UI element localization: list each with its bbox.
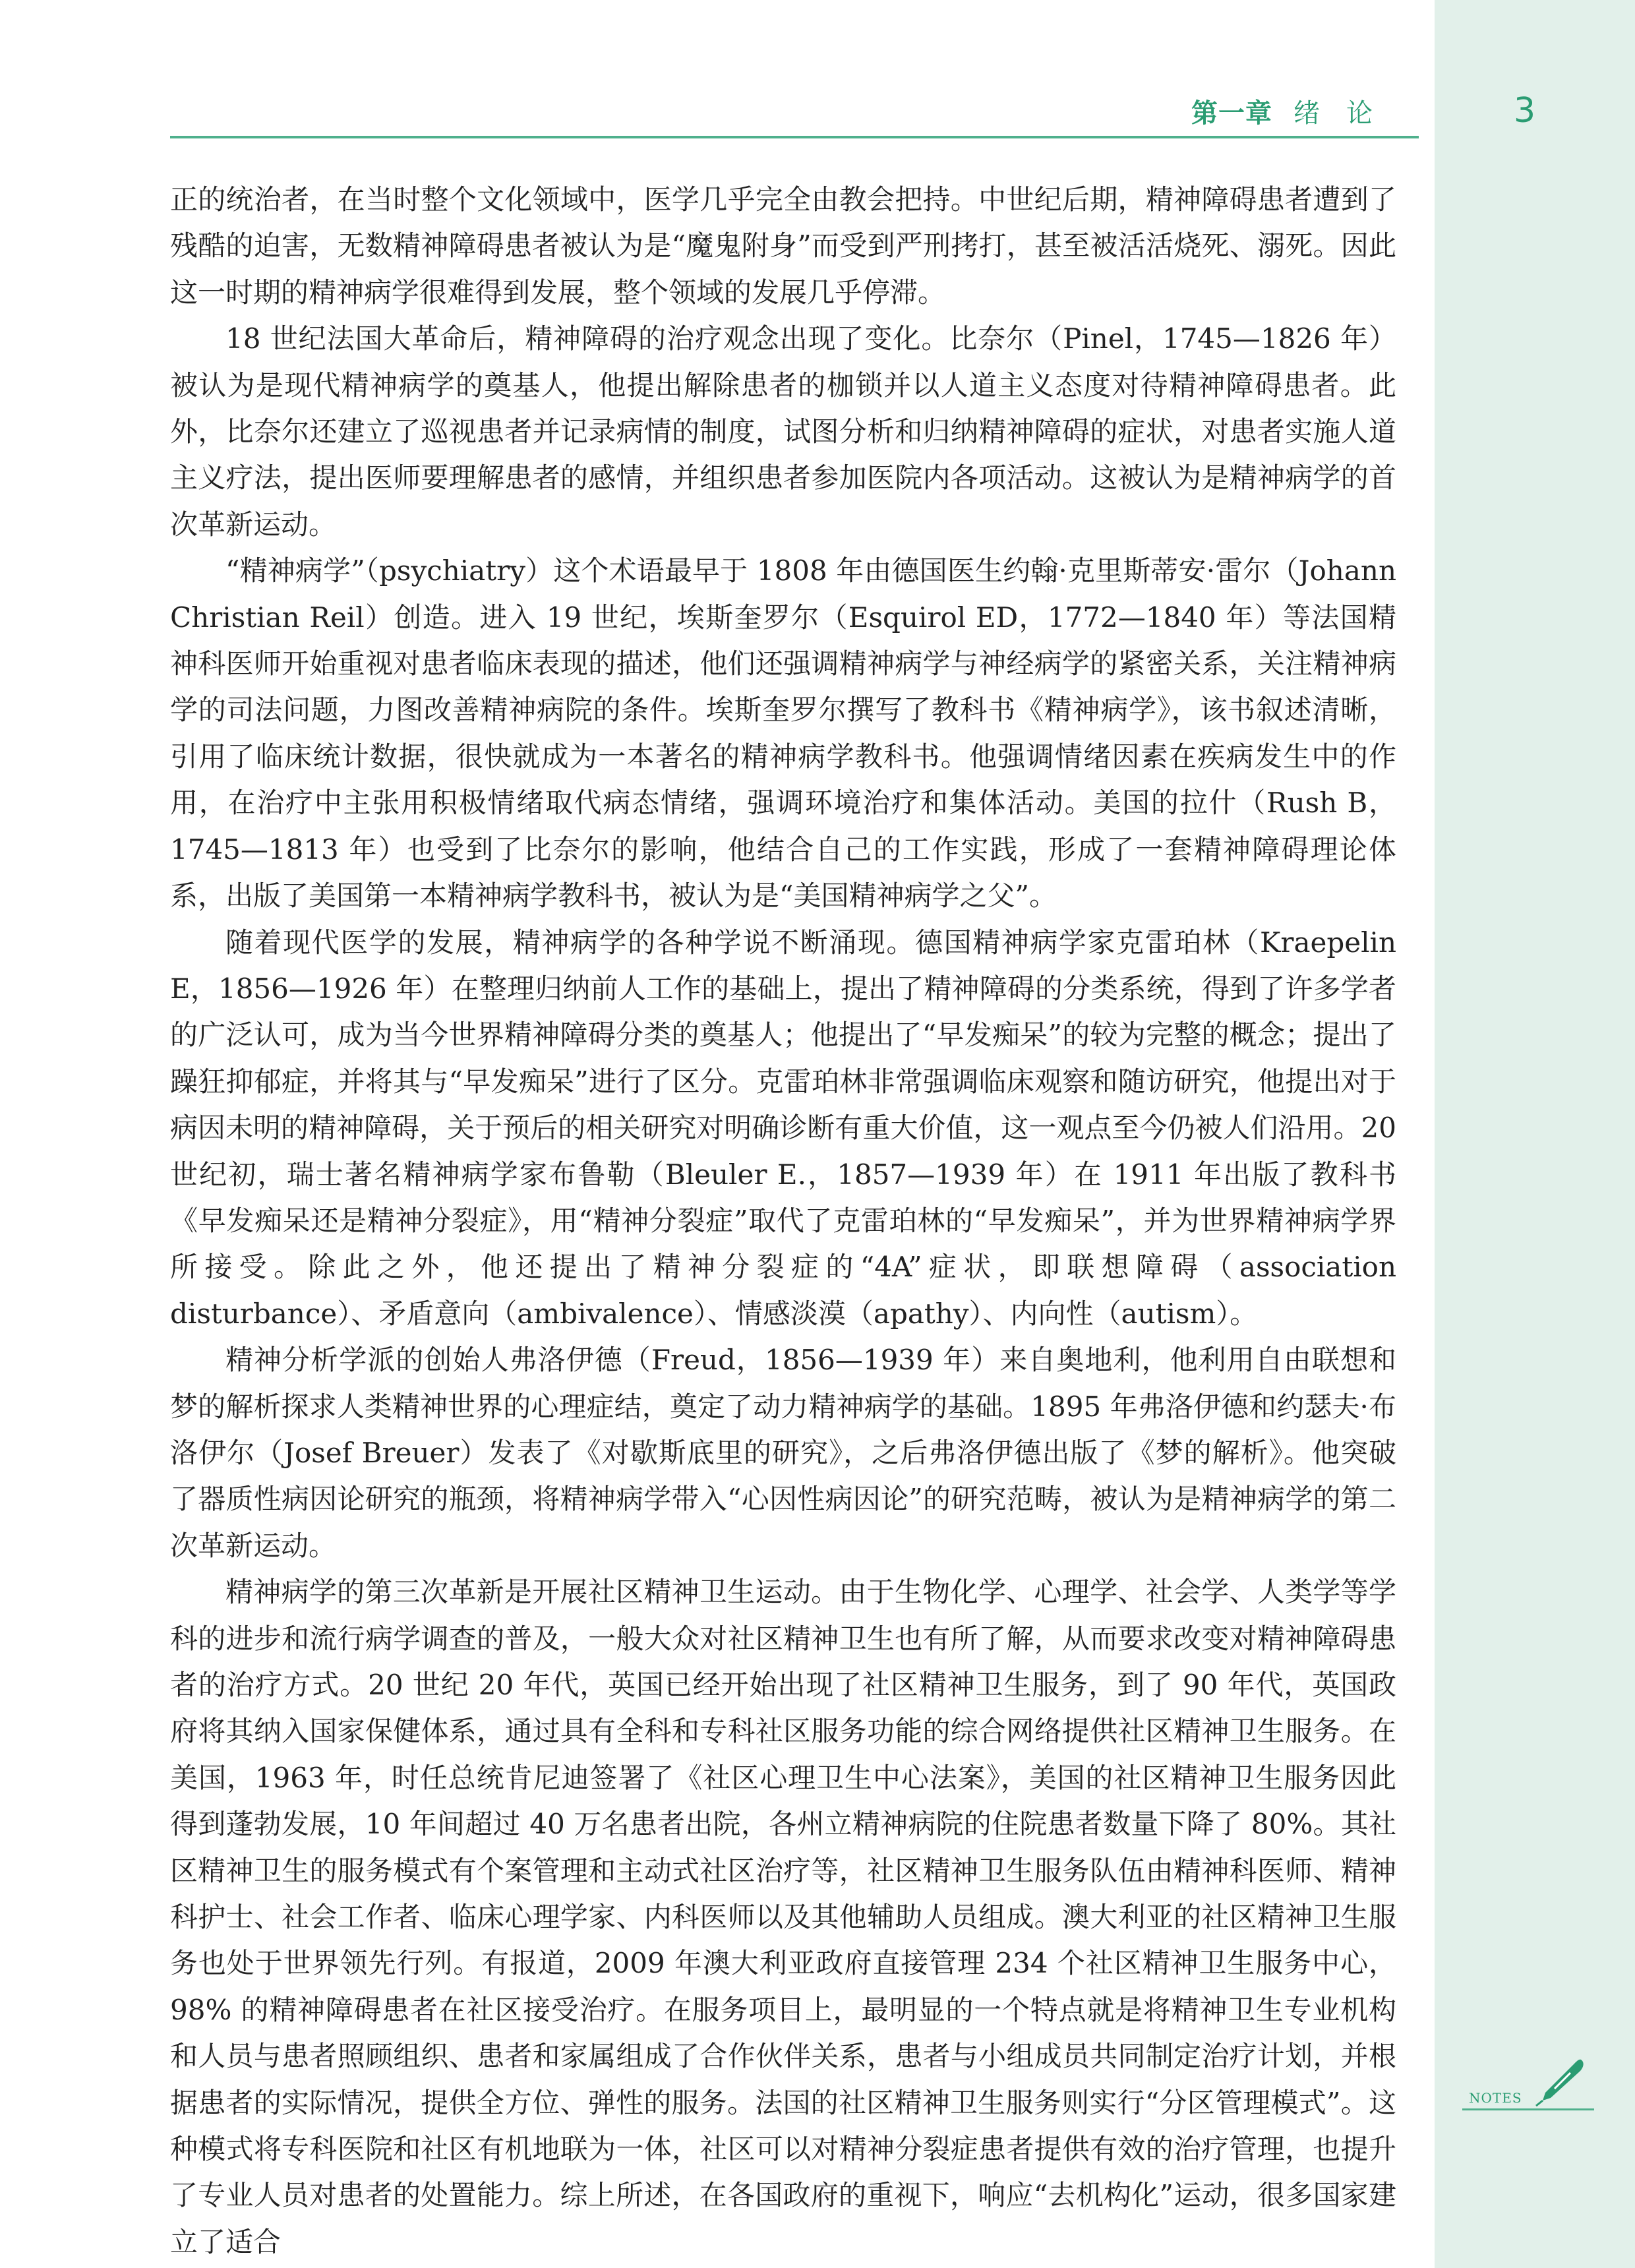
paragraph-4: 随着现代医学的发展，精神病学的各种学说不断涌现。德国精神病学家克雷珀林（Kraepelin E，1856—1926 年）在整理归纳前人工作的基础上，提出了精神障碍的分类系统，得到了许多学者的广泛认可，成为当今世界精神障碍分类的奠基人；他提出了“早发痴呆”的较为完整的概念；提出了躁狂抑郁症，并将其与“早发痴呆”进行了区分。克雷珀林非常强调临床观察和随访研究，他提出对于病因未明的精神障碍，关于预后的相关研究对明确诊断有重大价值，这一观点至今仍被人们沿用。20 世纪初，瑞士著名精神病学家布鲁勒（Bleuler E.，1857—1939 年）在 1911 年出版了教科书《早发痴呆还是精神分裂症》，用“精神分裂症”取代了克雷珀林的“早发痴呆”，并为世界精神病学界所接受。除此之外，他还提出了精神分裂症的“4A”症状，即联想障碍（association disturbance）、矛盾意向（ambivalence）、情感淡漠（apathy）、内向性（autism）。: [170, 926, 1396, 1330]
notes-sidebar: [1435, 0, 1635, 2268]
running-header: [170, 79, 1419, 138]
pen-icon: [1528, 2057, 1588, 2110]
chapter-number: 第一章: [1191, 98, 1272, 129]
paragraph-3: “精神病学”（psychiatry）这个术语最早于 1808 年由德国医生约翰·克里斯蒂安·雷尔（Johann Christian Reil）创造。进入 19 世纪，埃斯奎罗尔（Esquirol ED，1772—1840 年）等法国精神科医师开始重视对患者临床表现的描述，他们还强调精神病学与神经病学的紧密关系，关注精神病学的司法问题，力图改善精神病院的条件。埃斯奎罗尔撰写了教科书《精神病学》，该书叙述清晰，引用了临床统计数据，很快就成为一本著名的精神病学教科书。他强调情绪因素在疾病发生中的作用，在治疗中主张用积极情绪取代病态情绪，强调环境治疗和集体活动。美国的拉什（Rush B，1745—1813 年）也受到了比奈尔的影响，他结合自己的工作实践，形成了一套精神障碍理论体系，出版了美国第一本精神病学教科书，被认为是“美国精神病学之父”。: [170, 554, 1396, 912]
paragraph-2: 18 世纪法国大革命后，精神障碍的治疗观念出现了变化。比奈尔（Pinel，1745—1826 年）被认为是现代精神病学的奠基人，他提出解除患者的枷锁并以人道主义态度对待精神障碍患者。此外，比奈尔还建立了巡视患者并记录病情的制度，试图分析和归纳精神障碍的症状，对患者实施人道主义疗法，提出医师要理解患者的感情，并组织患者参加医院内各项活动。这被认为是精神病学的首次革新运动。: [170, 322, 1396, 541]
paragraph-6: 精神病学的第三次革新是开展社区精神卫生运动。由于生物化学、心理学、社会学、人类学等学科的进步和流行病学调查的普及，一般大众对社区精神卫生也有所了解，从而要求改变对精神障碍患者的治疗方式。20 世纪 20 年代，英国已经开始出现了社区精神卫生服务，到了 90 年代，英国政府将其纳入国家保健体系，通过具有全科和专科社区服务功能的综合网络提供社区精神卫生服务。在美国，1963 年，时任总统肯尼迪签署了《社区心理卫生中心法案》，美国的社区精神卫生服务因此得到蓬勃发展，10 年间超过 40 万名患者出院，各州立精神病院的住院患者数量下降了 80%。其社区精神卫生的服务模式有个案管理和主动式社区治疗等，社区精神卫生服务队伍由精神科医师、精神科护士、社会工作者、临床心理学家、内科医师以及其他辅助人员组成。澳大利亚的社区精神卫生服务也处于世界领先行列。有报道，2009 年澳大利亚政府直接管理 234 个社区精神卫生服务中心，98% 的精神障碍患者在社区接受治疗。在服务项目上，最明显的一个特点就是将精神卫生专业机构和人员与患者照顾组织、患者和家属组成了合作伙伴关系，患者与小组成员共同制定治疗计划，并根据患者的实际情况，提供全方位、弹性的服务。法国的社区精神卫生服务则实行“分区管理模式”。这种模式将专科医院和社区有机地联为一体，社区可以对精神分裂症患者提供有效的治疗管理，也提升了专业人员对患者的处置能力。综上所述，在各国政府的重视下，响应“去机构化”运动，很多国家建立了适合: [170, 1576, 1396, 2258]
paragraph-5: 精神分析学派的创始人弗洛伊德（Freud，1856—1939 年）来自奥地利，他利用自由联想和梦的解析探求人类精神世界的心理症结，奠定了动力精神病学的基础。1895 年弗洛伊德和约瑟夫·布洛伊尔（Josef Breuer）发表了《对歇斯底里的研究》，之后弗洛伊德出版了《梦的解析》。他突破了器质性病因论研究的瓶颈，将精神病学带入“心因性病因论”的研究范畴，被认为是精神病学的第二次革新运动。: [170, 1344, 1396, 1562]
body-text: [170, 177, 1396, 2265]
paragraph-1: 正的统治者，在当时整个文化领域中，医学几乎完全由教会把持。中世纪后期，精神障碍患者遭到了残酷的迫害，无数精神障碍患者被认为是“魔鬼附身”而受到严刑拷打，甚至被活活烧死、溺死。因此这一时期的精神病学很难得到发展，整个领域的发展几乎停滞。: [170, 183, 1396, 309]
notes-mark: [1462, 2064, 1594, 2116]
page-number: 3: [1514, 91, 1536, 131]
notes-label: NOTES: [1469, 2090, 1522, 2106]
chapter-heading: [1191, 92, 1399, 130]
chapter-title: 绪论: [1293, 98, 1399, 129]
